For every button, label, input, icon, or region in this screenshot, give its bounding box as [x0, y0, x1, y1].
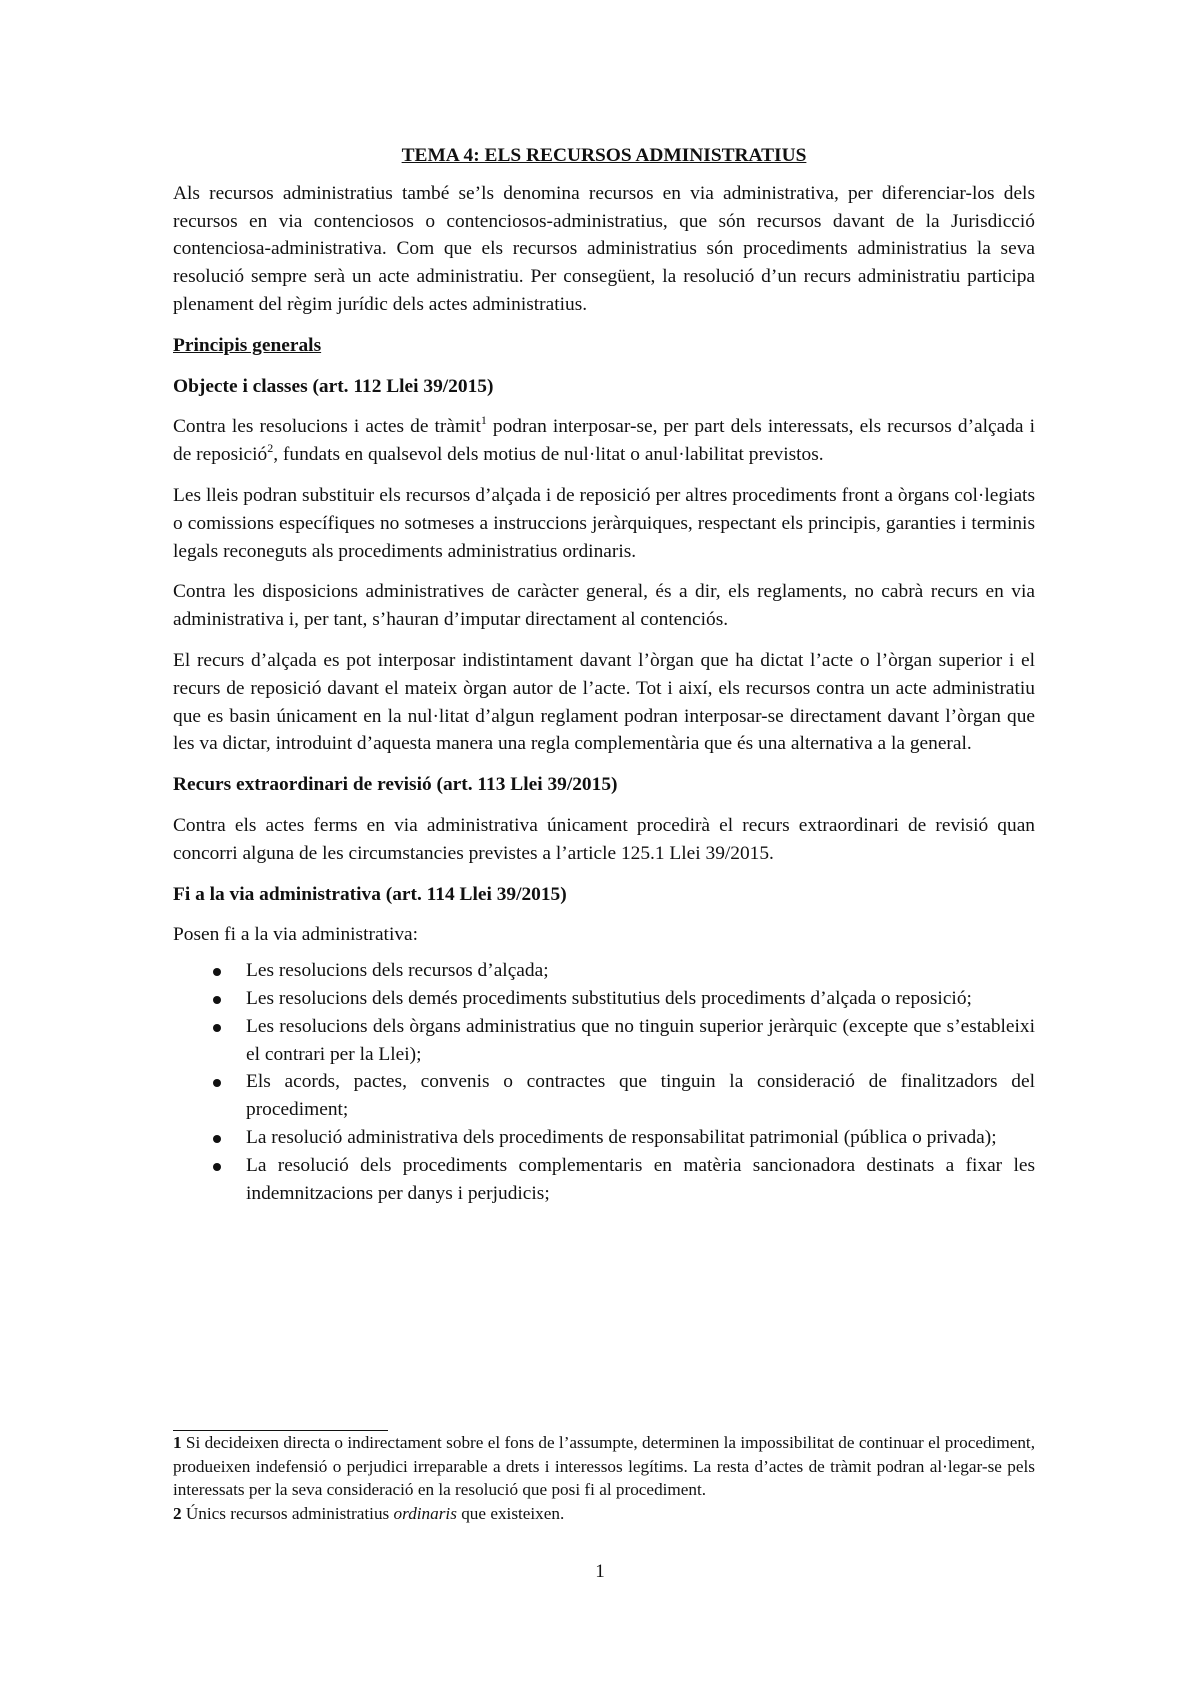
objecte-p1-text-a: Contra les resolucions i actes de tràmit	[173, 416, 481, 438]
objecte-paragraph-1	[173, 413, 1035, 469]
document-body	[173, 142, 1035, 1207]
bullet-icon	[213, 1079, 221, 1087]
footnote-2-number: 2	[173, 1503, 182, 1523]
list-item	[173, 1152, 1035, 1208]
section-heading-fi-via: Fi a la via administrativa (art. 114 Llei 39/2015)	[173, 883, 567, 905]
bullet-icon	[213, 996, 221, 1004]
objecte-p1-text-b: podran interposar-se, per part dels interessats, els recursos d’alçada i de reposició	[173, 416, 1035, 466]
bullet-icon	[213, 1024, 221, 1032]
list-item-text: Les resolucions dels demés procediments substitutius dels procediments d’alçada o reposició;	[246, 987, 972, 1009]
page-number: 1	[595, 1561, 605, 1582]
section-heading-principis: Principis generals	[173, 334, 322, 356]
footnotes	[173, 1431, 1035, 1525]
footnote-1-number: 1	[173, 1433, 182, 1452]
bullet-icon	[213, 1135, 221, 1143]
list-item	[173, 1013, 1035, 1069]
footnote-ref-1: 1	[480, 413, 487, 428]
list-item-text: La resolució dels procediments complementaris en matèria sancionadora destinats a fixar les indemnitzacions per danys i perjudicis;	[246, 1154, 1035, 1204]
footnote-2-text-b: que existeixen.	[456, 1503, 565, 1523]
list-item	[173, 985, 1035, 1013]
section-heading-objecte: Objecte i classes (art. 112 Llei 39/2015)	[173, 375, 494, 397]
list-item-text: Les resolucions dels òrgans administratius que no tinguin superior jeràrquic (excepte que s’estableixi el contrari per la Llei);	[246, 1015, 1035, 1065]
list-item	[173, 1124, 1035, 1152]
extraordinari-paragraph: Contra els actes ferms en via administrativa únicament procedirà el recurs extraordinari de revisió quan concorri alguna de les circumstancies previstes a l’article 125.1 Llei 39/2015.	[173, 814, 1035, 864]
footnote-ref-2: 2	[267, 441, 274, 456]
objecte-paragraph-3: Contra les disposicions administratives de caràcter general, és a dir, els reglaments, no cabrà recurs en via administrativa i, per tant, s’hauran d’imputar directament al contenciós.	[173, 581, 1035, 631]
list-item	[173, 957, 1035, 985]
page-title: TEMA 4: ELS RECURSOS ADMINISTRATIUS	[401, 145, 807, 166]
footnote-2-text-a: Únics recursos administratius	[181, 1503, 394, 1523]
list-item-text: Els acords, pactes, convenis o contractes que tinguin la consideració de finalitzadors del procediment;	[246, 1071, 1035, 1121]
footnote-2	[173, 1502, 1035, 1526]
list-item-text: Les resolucions dels recursos d’alçada;	[246, 960, 549, 982]
section-heading-extraordinari: Recurs extraordinari de revisió (art. 113 Llei 39/2015)	[173, 774, 618, 796]
footnote-1-text: Si decideixen directa o indirectament sobre el fons de l’assumpte, determinen la impossibilitat de continuar el procediment, produeixen indefensió o perjudici irreparable a drets i interessos legítims. La resta d’actes de tràmit podran al·legar-se pels interessats per la seva consideració en la resolució que posi fi al procediment.	[173, 1433, 1035, 1500]
objecte-paragraph-2: Les lleis podran substituir els recursos d’alçada i de reposició per altres procediments front a òrgans col·legiats o comissions específiques no sotmeses a instruccions jeràrquiques, respectant els principis, garanties i terminis legals reconeguts als procediments administratius ordinaris.	[173, 484, 1035, 562]
fi-via-intro: Posen fi a la via administrativa:	[173, 924, 419, 946]
footnote-2-emphasis: ordinaris	[393, 1503, 457, 1523]
bullet-icon	[213, 1163, 221, 1171]
objecte-p1-text-c: , fundats en qualsevol dels motius de nul·litat o anul·labilitat previstos.	[273, 444, 824, 466]
intro-paragraph: Als recursos administratius també se’ls denomina recursos en via administrativa, per diferenciar-los dels recursos en via contenciosos o contenciosos-administratius, que són recursos davant de la Jurisdicció contenciosa-administrativa. Com que els recursos administratius són procediments administratius la seva resolució sempre serà un acte administratiu. Per consegüent, la resolució d’un recurs administratiu participa plenament del règim jurídic dels actes administratius.	[173, 182, 1035, 315]
list-item	[173, 1068, 1035, 1124]
list-item-text: La resolució administrativa dels procediments de responsabilitat patrimonial (pública o privada);	[246, 1126, 997, 1148]
bullet-icon	[213, 968, 221, 976]
footnote-1	[173, 1431, 1035, 1502]
fi-via-list	[173, 957, 1035, 1207]
objecte-paragraph-4: El recurs d’alçada es pot interposar indistintament davant l’òrgan que ha dictat l’acte o l’òrgan superior i el recurs de reposició davant el mateix òrgan autor de l’acte. Tot i així, els recursos contra un acte administratiu que es basin únicament en la nul·litat d’algun reglament podran interposar-se directament davant l’òrgan que les va dictar, introduint d’aquesta manera una regla complementària que és una alternativa a la general.	[173, 649, 1035, 755]
